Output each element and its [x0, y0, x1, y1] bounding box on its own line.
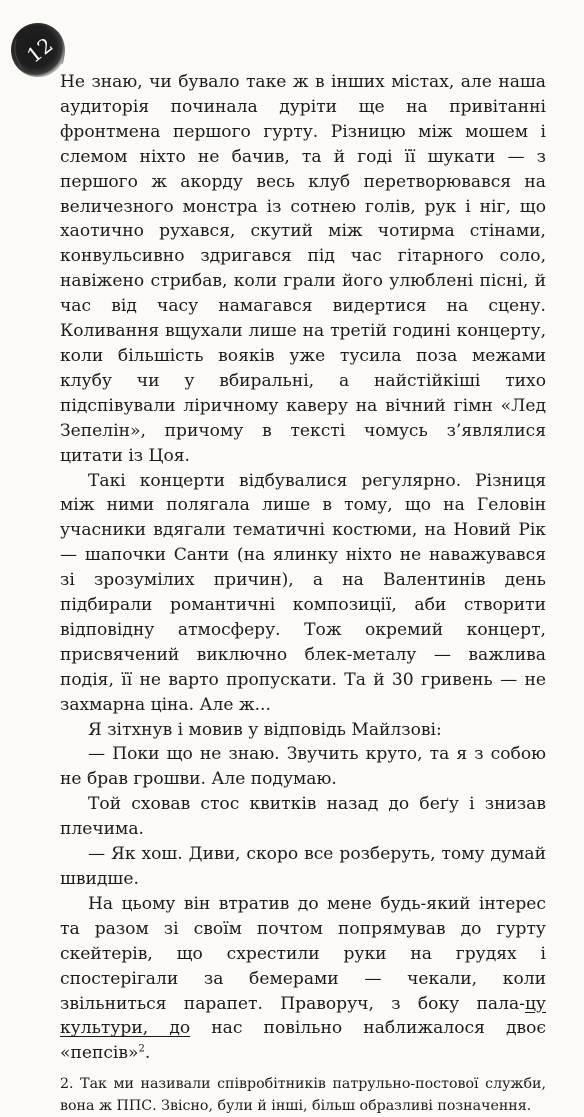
paragraph-1: Не знаю, чи бувало таке ж в інших містах, але наша аудиторія починала дуріти ще на привітанні фронтмена першого гурту. Різницю між мошем і слемом ніхто не бачив, та й годі її шукати — з першого ж акорду весь клуб перетворювався на величезного монстра із сотнею голів, рук і ніг, що хаотично рухався, скутий між чотирма стінами, конвульсивно здригався під час гітарного соло, навіжено стрибав, коли грали його улюблені пісні, й час від часу намагався видертися на сцену. Коливання вщухали лише на третій годині концерту, коли більшість вояків уже тусила поза межами клубу чи у вбиральні, а найстійкіші тихо підспівували ліричному каверу на вічний гімн «Лед Зепелін», причому в тексті чомусь з’являлися цитати із Цоя.: [60, 72, 546, 466]
paragraph-6: — Як хош. Диви, скоро все розберуть, тому думай швидше.: [60, 844, 546, 889]
paragraph-3: Я зітхнув і мовив у відповідь Майлзові:: [88, 719, 442, 740]
underlined-text: цу культури, до: [60, 993, 546, 1039]
paragraph-7-start: На цьому він втратив до мене будь-який інтерес та разом зі своїм почтом попрямував до гурту скейтерів, що схрестили руки на грудях і спостерігали за бемерами — чекали, коли звільниться парапет. Праворуч, з боку пала-: [60, 893, 546, 1014]
page-number: 12: [22, 32, 58, 68]
text-column: [60, 70, 546, 1117]
paragraph-7: [60, 892, 546, 1066]
paragraph-7-end: .: [144, 1043, 151, 1064]
footnote: 2. Так ми називали співробітників патрульно-постової служби, вона ж ППС. Звісно, були й інші, більш образливі позначення.: [60, 1076, 546, 1114]
paragraph-5: Той сховав стос квитків назад до беґу і знизав плечима.: [60, 794, 546, 840]
paragraph-2: Такі концерти відбувалися регулярно. Різниця між ними полягала лише в тому, що на Геловін учасники вдягали тематичні костюми, на Новий Рік — шапочки Санти (на ялинку ніхто не наважувався зі зрозумілих причин), а на Валентинів день підбирали романтичні композиції, аби створити відповідну атмосферу. Тож окремий концерт, присвячений виключно блек-металу — важлива подія, її не варто пропускати. Та й 30 гривень — не захмарна ціна. Але ж...: [60, 470, 546, 715]
paragraph-7-continue: нас повільно наближалося двоє «пепсів»: [60, 1018, 546, 1064]
paragraph-4: — Поки що не знаю. Звучить круто, та я з собою не брав грошви. Але подумаю.: [60, 744, 546, 790]
footnote-reference: 2: [138, 1043, 145, 1055]
